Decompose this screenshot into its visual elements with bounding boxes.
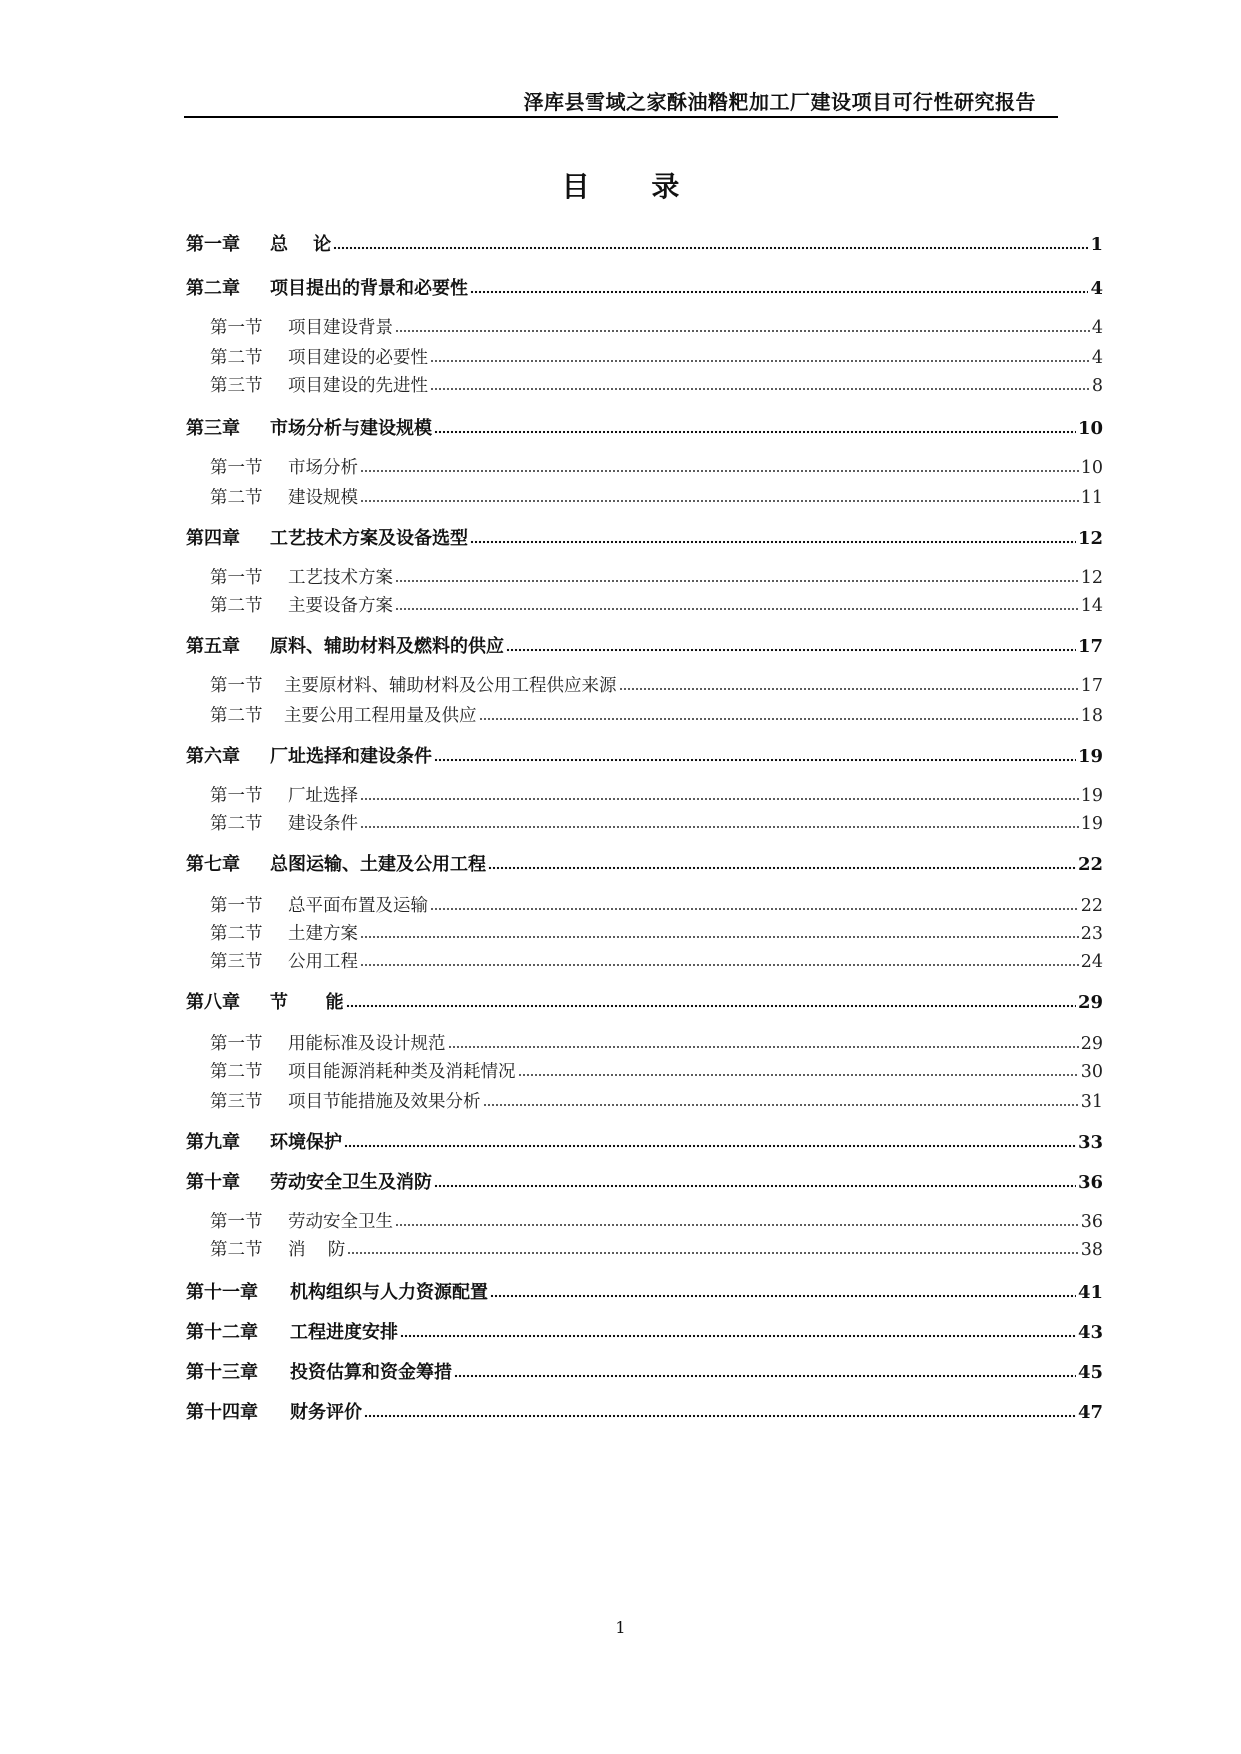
toc-entry-page: 31 (1080, 1092, 1103, 1112)
toc-entry-number: 第十二章 (186, 1322, 258, 1343)
toc-entry-title: 环境保护 (270, 1132, 342, 1153)
running-header (184, 86, 1058, 118)
toc-entry-page: 36 (1080, 1212, 1103, 1232)
toc-entry-title: 财务评价 (290, 1402, 362, 1423)
toc-entry-number: 第一章 (186, 234, 240, 255)
toc-section-row[interactable] (186, 1058, 1103, 1088)
dot-leader (506, 638, 1076, 652)
toc-section-row[interactable] (186, 314, 1103, 344)
toc-entry-page: 10 (1077, 418, 1103, 439)
toc-section-row[interactable] (186, 484, 1103, 514)
toc-entry-title: 项目建设的必要性 (288, 348, 428, 368)
toc-entry-number: 第三节 (210, 952, 263, 972)
dot-leader (488, 856, 1076, 870)
toc-chapter-row[interactable] (186, 988, 1103, 1018)
dot-leader (333, 236, 1088, 250)
toc-title: 目 录 (561, 170, 706, 203)
toc-entry-number: 第一节 (210, 786, 263, 806)
dot-leader (483, 1093, 1079, 1107)
toc-entry-number: 第十四章 (186, 1402, 258, 1423)
toc-entry-title: 土建方案 (288, 924, 358, 944)
toc-section-row[interactable] (186, 1236, 1103, 1266)
toc-entry-page: 33 (1077, 1132, 1103, 1153)
toc-entry-number: 第二节 (210, 706, 263, 726)
toc-section-row[interactable] (186, 592, 1103, 622)
toc-entry-number: 第一节 (210, 568, 263, 588)
toc-entry-page: 10 (1080, 458, 1103, 478)
toc-entry-number: 第二节 (210, 924, 263, 944)
toc-entry-page: 36 (1077, 1172, 1103, 1193)
toc-entry-number: 第一节 (210, 458, 263, 478)
toc-entry-number: 第一节 (210, 1034, 263, 1054)
toc-chapter-row[interactable] (186, 230, 1103, 260)
toc-entry-page: 11 (1080, 488, 1103, 508)
toc-section-row[interactable] (186, 948, 1103, 978)
dot-leader (400, 1324, 1076, 1338)
toc-entry-page: 47 (1077, 1402, 1103, 1423)
toc-entry-number: 第五章 (186, 636, 240, 657)
toc-chapter-row[interactable] (186, 1278, 1103, 1308)
dot-leader (360, 953, 1079, 967)
toc-entry-number: 第七章 (186, 854, 240, 875)
dot-leader (434, 1174, 1076, 1188)
toc-entry-page: 38 (1080, 1240, 1103, 1260)
dot-leader (434, 748, 1076, 762)
toc-entry-page: 4 (1090, 278, 1103, 299)
dot-leader (395, 569, 1079, 583)
dot-leader (490, 1284, 1076, 1298)
toc-entry-number: 第二节 (210, 488, 263, 508)
toc-entry-title: 公用工程 (288, 952, 358, 972)
toc-entry-page: 8 (1091, 376, 1103, 396)
toc-entry-number: 第一节 (210, 318, 263, 338)
toc-entry-page: 22 (1080, 896, 1103, 916)
toc-entry-number: 第四章 (186, 528, 240, 549)
toc-section-row[interactable] (186, 672, 1103, 702)
dot-leader (470, 530, 1076, 544)
dot-leader (430, 377, 1090, 391)
toc-section-row[interactable] (186, 920, 1103, 950)
toc-entry-page: 19 (1077, 746, 1103, 767)
toc-entry-title: 消 防 (288, 1240, 346, 1260)
toc-section-row[interactable] (186, 702, 1103, 732)
toc-section-row[interactable] (186, 454, 1103, 484)
dot-leader (619, 677, 1079, 691)
dot-leader (360, 489, 1079, 503)
toc-entry-number: 第一节 (210, 896, 263, 916)
page-number: 1 (615, 1618, 626, 1637)
toc-entry-page: 12 (1080, 568, 1103, 588)
dot-leader (434, 420, 1076, 434)
dot-leader (470, 280, 1088, 294)
dot-leader (344, 1134, 1076, 1148)
toc-entry-page: 12 (1077, 528, 1103, 549)
dot-leader (395, 597, 1079, 611)
toc-entry-title: 主要原材料、辅助材料及公用工程供应来源 (284, 676, 617, 696)
toc-chapter-row[interactable] (186, 1398, 1103, 1428)
dot-leader (346, 994, 1076, 1008)
toc-entry-page: 1 (1090, 234, 1103, 255)
toc-entry-page: 19 (1080, 786, 1103, 806)
toc-entry-page: 22 (1077, 854, 1103, 875)
dot-leader (518, 1063, 1079, 1077)
toc-entry-title: 项目提出的背景和必要性 (270, 278, 468, 299)
toc-entry-title: 项目建设背景 (288, 318, 393, 338)
toc-chapter-row[interactable] (186, 742, 1103, 772)
toc-entry-number: 第二节 (210, 814, 263, 834)
toc-entry-title: 建设条件 (288, 814, 358, 834)
toc-entry-title: 劳动安全卫生及消防 (270, 1172, 432, 1193)
toc-entry-page: 4 (1091, 318, 1103, 338)
toc-entry-page: 19 (1080, 814, 1103, 834)
dot-leader (430, 897, 1079, 911)
toc-chapter-row[interactable] (186, 414, 1103, 444)
toc-entry-number: 第十三章 (186, 1362, 258, 1383)
dot-leader (448, 1035, 1079, 1049)
toc-entry-title: 劳动安全卫生 (288, 1212, 393, 1232)
toc-entry-title: 总 论 (270, 234, 332, 255)
toc-entry-page: 23 (1080, 924, 1103, 944)
toc-section-row[interactable] (186, 1088, 1103, 1118)
toc-chapter-row[interactable] (186, 1318, 1103, 1348)
toc-entry-title: 厂址选择 (288, 786, 358, 806)
toc-chapter-row[interactable] (186, 632, 1103, 662)
toc-entry-title: 主要公用工程用量及供应 (284, 706, 477, 726)
toc-entry-title: 工程进度安排 (290, 1322, 398, 1343)
toc-entry-title: 项目能源消耗种类及消耗情况 (288, 1062, 516, 1082)
toc-entry-number: 第二节 (210, 348, 263, 368)
dot-leader (395, 319, 1090, 333)
toc-entry-title: 投资估算和资金筹措 (290, 1362, 452, 1383)
toc-entry-title: 工艺技术方案 (288, 568, 393, 588)
toc-entry-page: 14 (1080, 596, 1103, 616)
toc-entry-number: 第二节 (210, 1062, 263, 1082)
dot-leader (360, 815, 1079, 829)
dot-leader (430, 349, 1090, 363)
toc-entry-page: 24 (1080, 952, 1103, 972)
dot-leader (364, 1404, 1076, 1418)
dot-leader (479, 707, 1079, 721)
toc-entry-title: 节 能 (270, 992, 344, 1013)
toc-entry-number: 第一节 (210, 676, 263, 696)
toc-section-row[interactable] (186, 892, 1103, 922)
toc-entry-page: 45 (1077, 1362, 1103, 1383)
toc-entry-number: 第六章 (186, 746, 240, 767)
toc-section-row[interactable] (186, 344, 1103, 374)
toc-entry-number: 第三节 (210, 376, 263, 396)
toc-chapter-row[interactable] (186, 274, 1103, 304)
dot-leader (395, 1213, 1079, 1227)
toc-chapter-row[interactable] (186, 1168, 1103, 1198)
toc-entry-page: 4 (1091, 348, 1103, 368)
dot-leader (454, 1364, 1076, 1378)
toc-entry-number: 第十一章 (186, 1282, 258, 1303)
toc-entry-number: 第二章 (186, 278, 240, 299)
toc-entry-number: 第三节 (210, 1092, 263, 1112)
toc-entry-number: 第九章 (186, 1132, 240, 1153)
toc-entry-title: 机构组织与人力资源配置 (290, 1282, 488, 1303)
toc-entry-title: 项目节能措施及效果分析 (288, 1092, 481, 1112)
dot-leader (360, 459, 1079, 473)
toc-entry-title: 主要设备方案 (288, 596, 393, 616)
toc-section-row[interactable] (186, 810, 1103, 840)
toc-entry-number: 第二节 (210, 1240, 263, 1260)
toc-entry-page: 17 (1080, 676, 1103, 696)
toc-entry-number: 第二节 (210, 596, 263, 616)
header-title: 泽库县雪域之家酥油糌粑加工厂建设项目可行性研究报告 (523, 90, 1036, 114)
toc-entry-title: 用能标准及设计规范 (288, 1034, 446, 1054)
dot-leader (360, 787, 1079, 801)
toc-chapter-row[interactable] (186, 1128, 1103, 1158)
toc-entry-title: 原料、辅助材料及燃料的供应 (270, 636, 504, 657)
toc-section-row[interactable] (186, 1030, 1103, 1060)
toc-entry-page: 43 (1077, 1322, 1103, 1343)
toc-entry-page: 41 (1077, 1282, 1103, 1303)
toc-entry-number: 第十章 (186, 1172, 240, 1193)
toc-entry-title: 厂址选择和建设条件 (270, 746, 432, 767)
toc-entry-page: 29 (1080, 1034, 1103, 1054)
toc-entry-title: 市场分析 (288, 458, 358, 478)
toc-chapter-row[interactable] (186, 850, 1103, 880)
toc-entry-number: 第八章 (186, 992, 240, 1013)
toc-entry-title: 市场分析与建设规模 (270, 418, 432, 439)
dot-leader (360, 925, 1079, 939)
toc-entry-number: 第三章 (186, 418, 240, 439)
toc-entry-page: 17 (1077, 636, 1103, 657)
toc-entry-page: 30 (1080, 1062, 1103, 1082)
toc-section-row[interactable] (186, 782, 1103, 812)
toc-entry-title: 项目建设的先进性 (288, 376, 428, 396)
toc-section-row[interactable] (186, 564, 1103, 594)
toc-chapter-row[interactable] (186, 524, 1103, 554)
toc-section-row[interactable] (186, 372, 1103, 402)
toc-entry-title: 工艺技术方案及设备选型 (270, 528, 468, 549)
toc-entry-page: 29 (1077, 992, 1103, 1013)
toc-section-row[interactable] (186, 1208, 1103, 1238)
toc-chapter-row[interactable] (186, 1358, 1103, 1388)
toc-entry-title: 总图运输、土建及公用工程 (270, 854, 486, 875)
dot-leader (347, 1241, 1078, 1255)
toc-entry-title: 建设规模 (288, 488, 358, 508)
toc-entry-page: 18 (1080, 706, 1103, 726)
toc-entry-title: 总平面布置及运输 (288, 896, 428, 916)
toc-entry-number: 第一节 (210, 1212, 263, 1232)
